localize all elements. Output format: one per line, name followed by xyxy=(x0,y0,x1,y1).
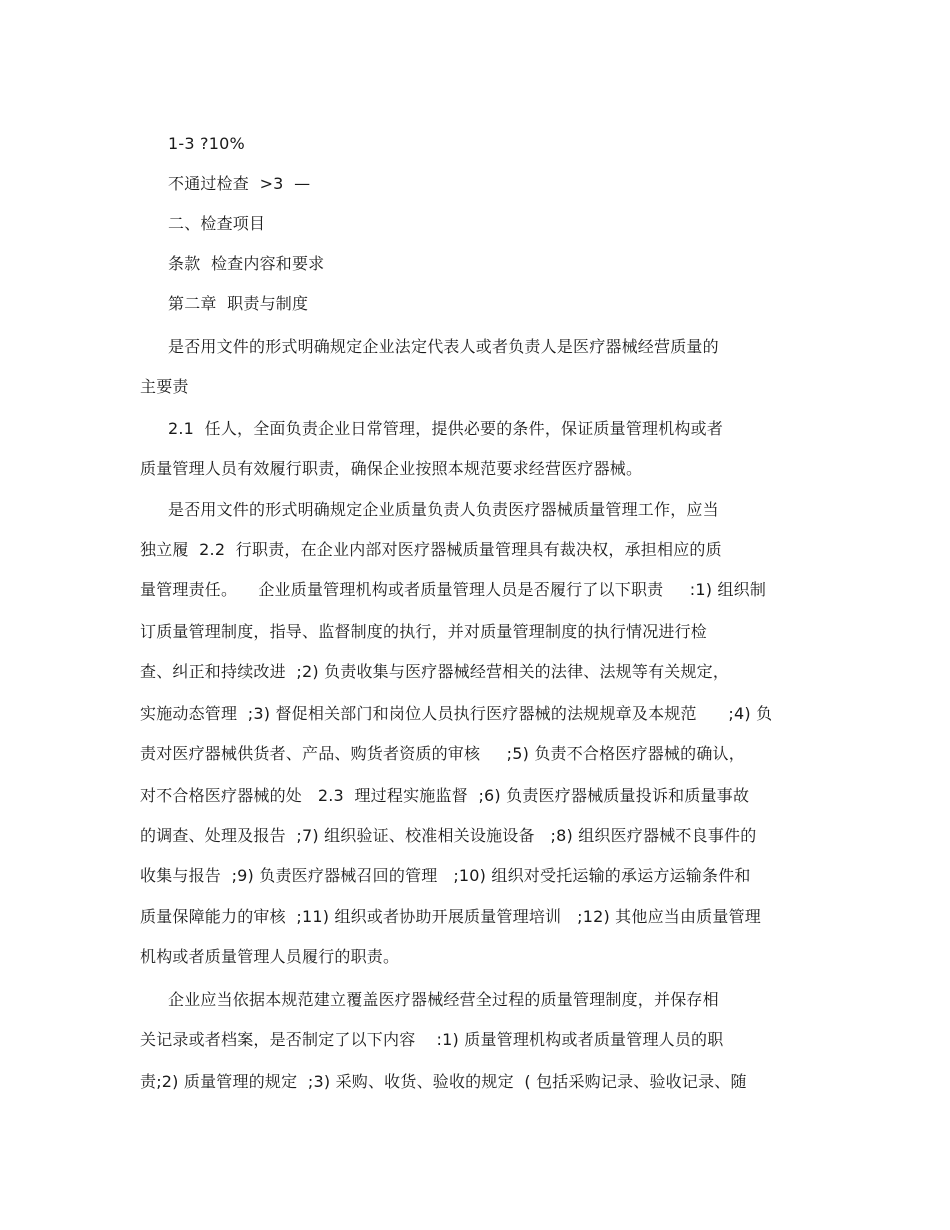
text-line-18: 的调查、处理及报告 ;7) 组织验证、校准相关设施设备 ;8) 组织医疗器械不良事件的 xyxy=(140,826,757,845)
text-line-23: 关记录或者档案，是否制定了以下内容 :1) 质量管理机构或者质量管理人员的职 xyxy=(140,1030,724,1049)
text-line-15: 实施动态管理 ;3) 督促相关部门和岗位人员执行医疗器械的法规规章及本规范 ;4) 负 xyxy=(140,704,773,723)
chapter-heading: 第二章 职责与制度 xyxy=(168,294,309,313)
text-line-19: 收集与报告 ;9) 负责医疗器械召回的管理 ;10) 组织对受托运输的承运方运输条件和 xyxy=(140,866,751,885)
section-heading-inspection-items: 二、检查项目 xyxy=(168,214,266,233)
text-line-13: 订质量管理制度，指导、监督制度的执行，并对质量管理制度的执行情况进行检 xyxy=(140,622,708,641)
text-line-6: 是否用文件的形式明确规定企业法定代表人或者负责人是医疗器械经营质量的 xyxy=(168,337,719,356)
text-line-22: 企业应当依据本规范建立覆盖医疗器械经营全过程的质量管理制度，并保存相 xyxy=(168,990,719,1009)
clause-2-1-line: 2.1 任人，全面负责企业日常管理，提供必要的条件，保证质量管理机构或者 xyxy=(168,419,724,438)
text-line-16: 责对医疗器械供货者、产品、购货者资质的审核 ;5) 负责不合格医疗器械的确认， xyxy=(140,744,745,763)
text-line-9: 质量管理人员有效履行职责，确保企业按照本规范要求经营医疗器械。 xyxy=(140,459,643,478)
text-line-2: 不通过检查 >3 — xyxy=(168,174,311,193)
text-line-12: 量管理责任。 企业质量管理机构或者质量管理人员是否履行了以下职责 :1) 组织制 xyxy=(140,580,767,599)
clause-2-3-line: 对不合格医疗器械的处 2.3 理过程实施监督 ;6) 负责医疗器械质量投诉和质量事故 xyxy=(140,786,750,805)
text-line-7: 主要责 xyxy=(140,377,189,396)
text-line-1: 1-3 ?10% xyxy=(168,134,245,153)
text-line-24: 责;2) 质量管理的规定 ;3) 采购、收货、验收的规定 ( 包括采购记录、验收记录、随 xyxy=(140,1072,747,1091)
text-line-21: 机构或者质量管理人员履行的职责。 xyxy=(140,947,400,966)
clause-2-2-line: 独立履 2.2 行职责，在企业内部对医疗器械质量管理具有裁决权，承担相应的质 xyxy=(140,540,722,559)
text-line-20: 质量保障能力的审核 ;11) 组织或者协助开展质量管理培训 ;12) 其他应当由质量管理 xyxy=(140,907,761,926)
text-line-10: 是否用文件的形式明确规定企业质量负责人负责医疗器械质量管理工作，应当 xyxy=(168,500,719,519)
table-header-clause-content: 条款 检查内容和要求 xyxy=(168,254,325,273)
text-line-14: 查、纠正和持续改进 ;2) 负责收集与医疗器械经营相关的法律、法规等有关规定， xyxy=(140,662,730,681)
